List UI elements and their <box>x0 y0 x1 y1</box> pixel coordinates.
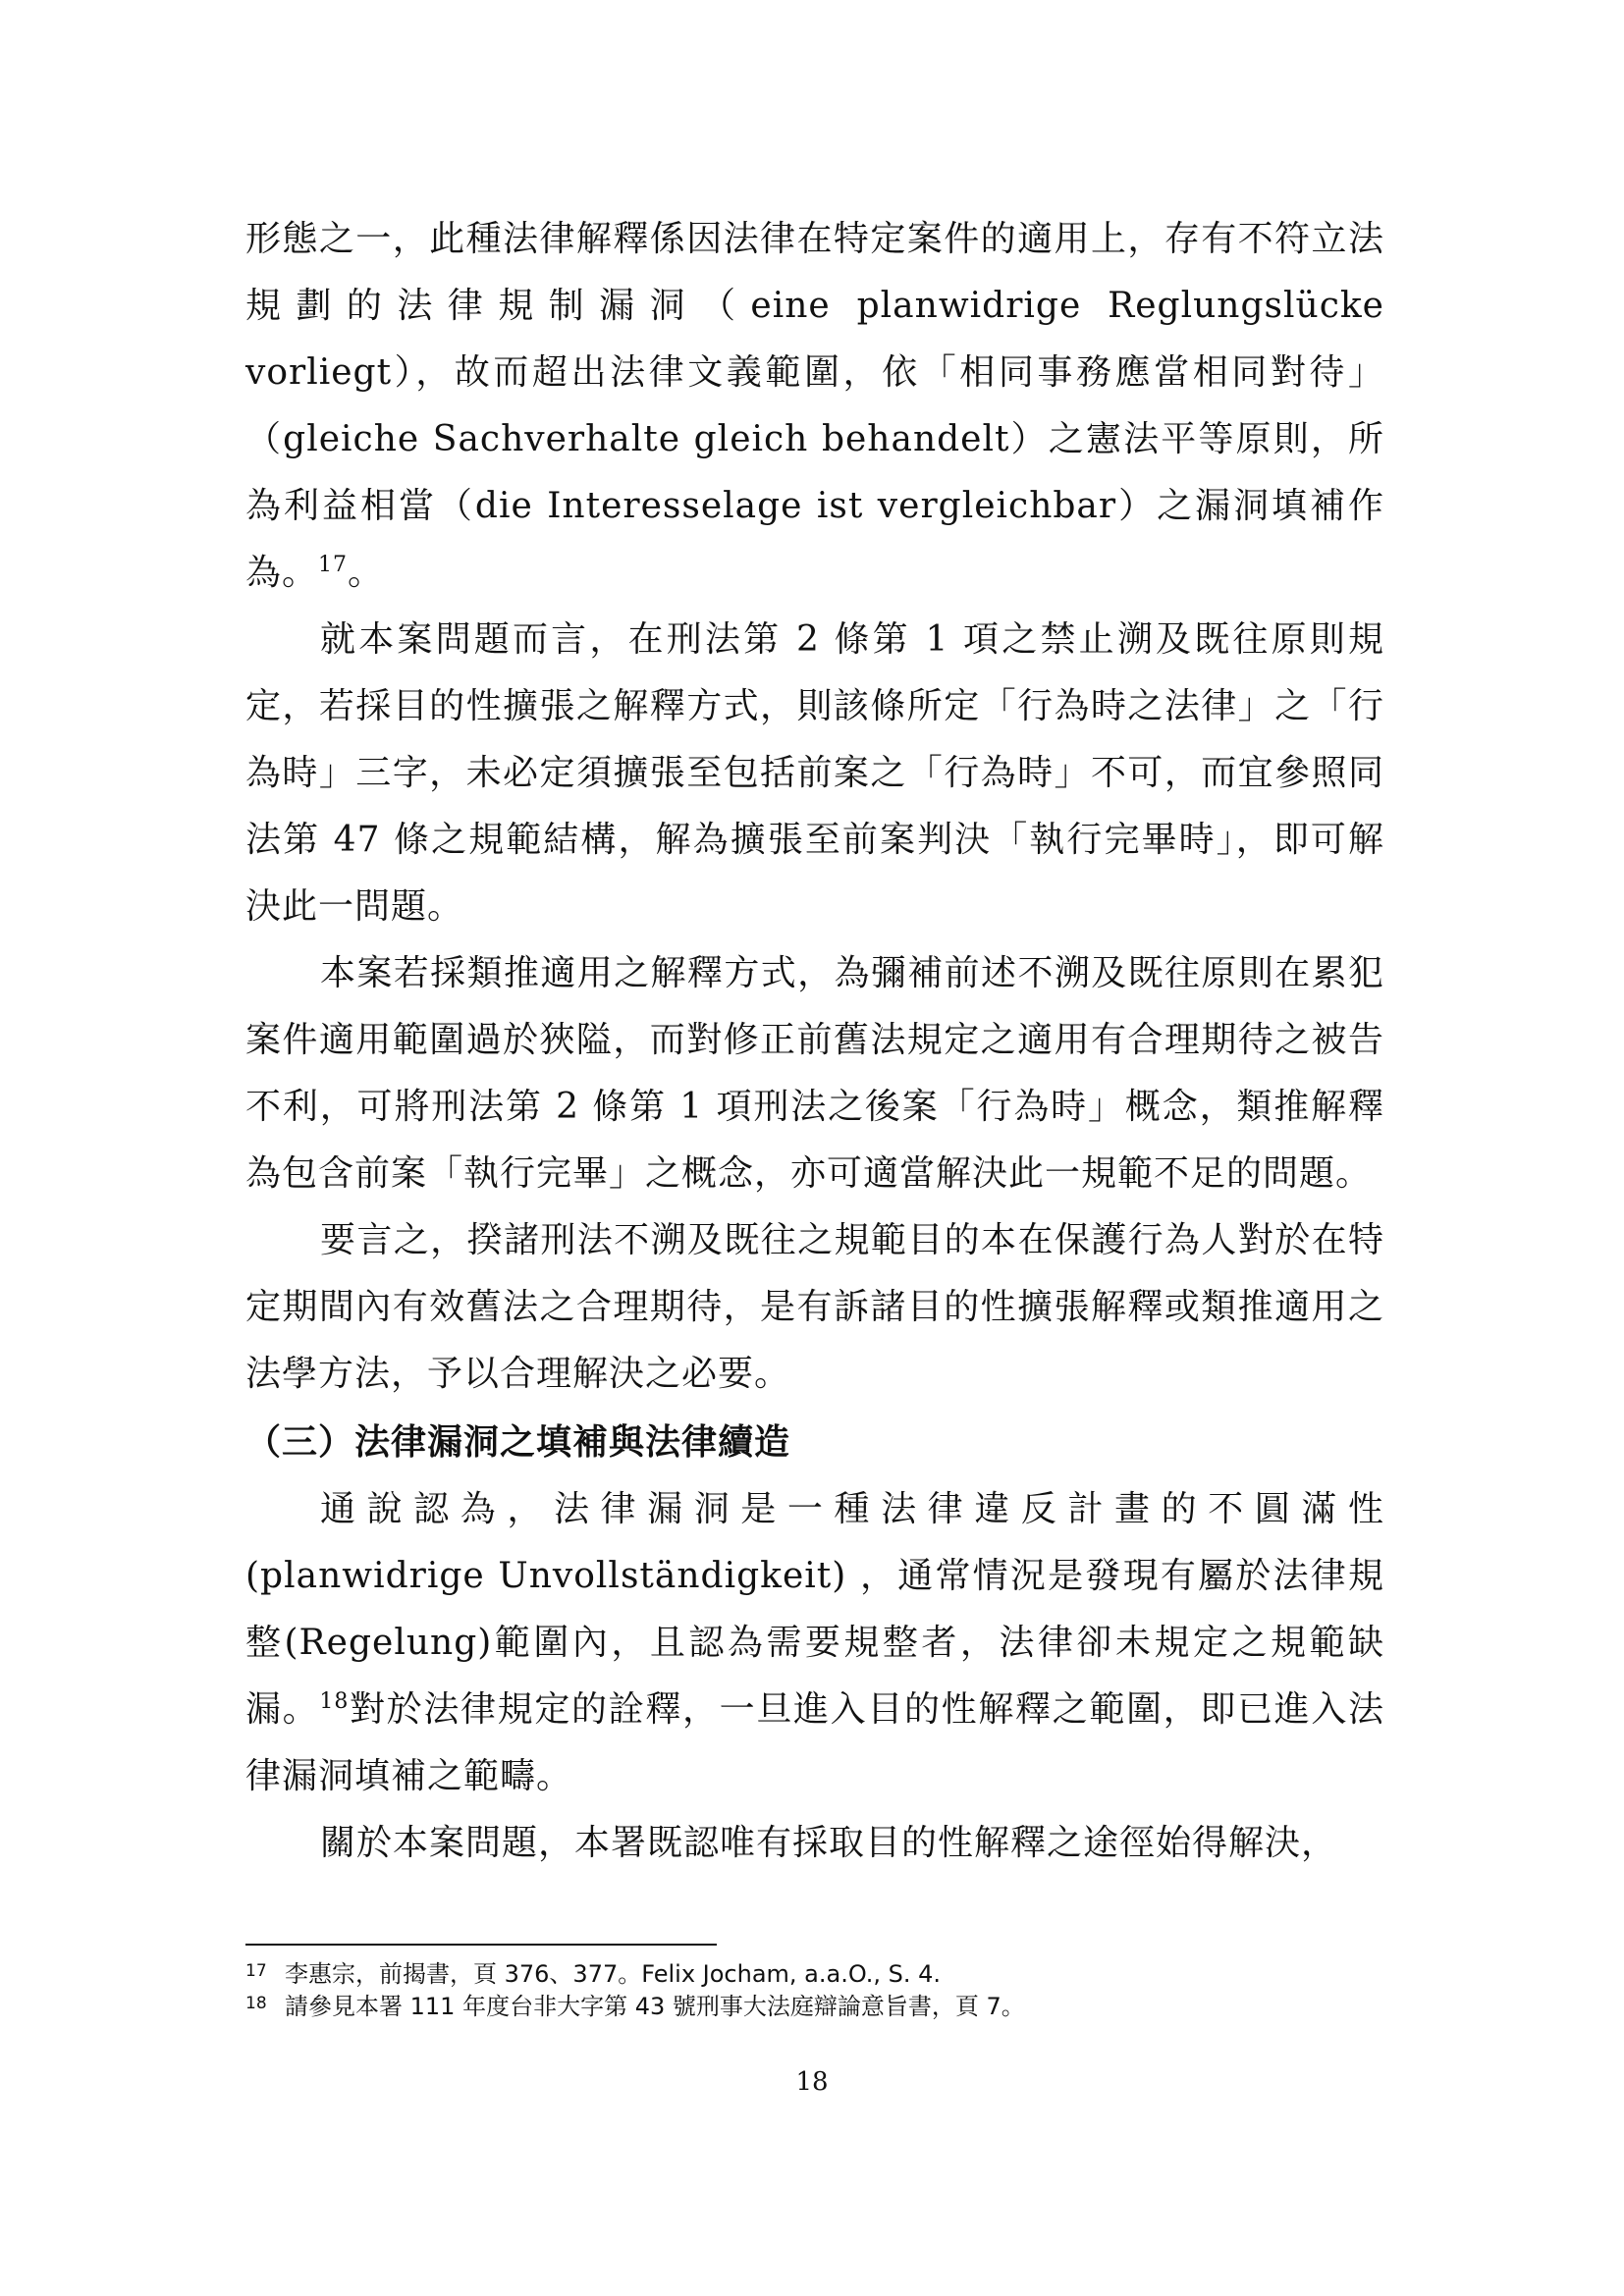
footnote-ref-18[interactable]: 18 <box>319 1689 350 1714</box>
footnote-ref-17[interactable]: 17 <box>318 553 349 577</box>
paragraph-1-tail: 。 <box>348 553 385 593</box>
paragraph-4: 要言之，揆諸刑法不溯及既往之規範目的本在保護行為人對於在特定期間內有效舊法之合理期待，是有訴諸目的性擴張解釋或類推適用之法學方法，予以合理解決之必要。 <box>245 1220 1384 1394</box>
footnote-18 <box>245 1992 1384 2024</box>
paragraph-1 <box>245 206 1384 607</box>
footnote-divider <box>245 1944 717 1946</box>
paragraph-6: 關於本案問題，本署既認唯有採取目的性解釋之途徑始得解決， <box>320 1823 1338 1863</box>
paragraph-5 <box>245 1476 1384 1810</box>
page-number: 18 <box>795 2067 829 2097</box>
footnote-number: 18 <box>245 1994 267 2013</box>
paragraph-3: 本案若採類推適用之解釋方式，為彌補前述不溯及既往原則在累犯案件適用範圍過於狹隘，而對修正前舊法規定之適用有合理期待之被告不利，可將刑法第 2 條第 1 項刑法之後案「行為時」概念，類推解釋為包含前案「執行完畢」之概念，亦可適當解決此一規範不足的問題。 <box>245 953 1384 1194</box>
paragraph-2: 就本案問題而言，在刑法第 2 條第 1 項之禁止溯及既往原則規定，若採目的性擴張之解釋方式，則該條所定「行為時之法律」之「行為時」三字，未必定須擴張至包括前案之「行為時」不可，而宜參照同法第 47 條之規範結構，解為擴張至前案判決「執行完畢時」，即可解決此一問題。 <box>245 619 1384 927</box>
footnote-text: 李惠宗，前揭書，頁 376、377。Felix Jocham, a.a.O., S. 4. <box>285 1960 942 1988</box>
footnote-number: 17 <box>245 1961 267 1981</box>
footnotes <box>245 1959 1384 2024</box>
body-text <box>245 206 1384 1877</box>
footnote-text: 請參見本署 111 年度台非大字第 43 號刑事大法庭辯論意旨書，頁 7。 <box>285 1993 1025 2020</box>
paragraph-5-tail: 對於法律規定的詮釋，一旦進入目的性解釋之範圍，即已進入法律漏洞填補之範疇。 <box>245 1689 1384 1796</box>
paragraph-1-text: 形態之一，此種法律解釋係因法律在特定案件的適用上，存有不符立法規劃的法律規制漏洞（eine planwidrige Reglungslücke vorliegt），故而超出法律文義範圍，依「相同事務應當相同對待」（gleiche Sachverhalte gleich behandelt）之憲法平等原則，所為利益相當（die Interesselage ist vergleichbar）之漏洞填補作為。 <box>245 219 1384 593</box>
paragraph-5-text: 通說認為，法律漏洞是一種法律違反計畫的不圓滿性(planwidrige Unvollständigkeit) ，通常情況是發現有屬於法律規整(Regelung)範圍內，且認為需要規整者，法律卻未規定之規範缺漏。 <box>245 1489 1384 1730</box>
footnote-17 <box>245 1959 1384 1992</box>
section-heading: （三）法律漏洞之填補與法律續造 <box>245 1422 791 1463</box>
